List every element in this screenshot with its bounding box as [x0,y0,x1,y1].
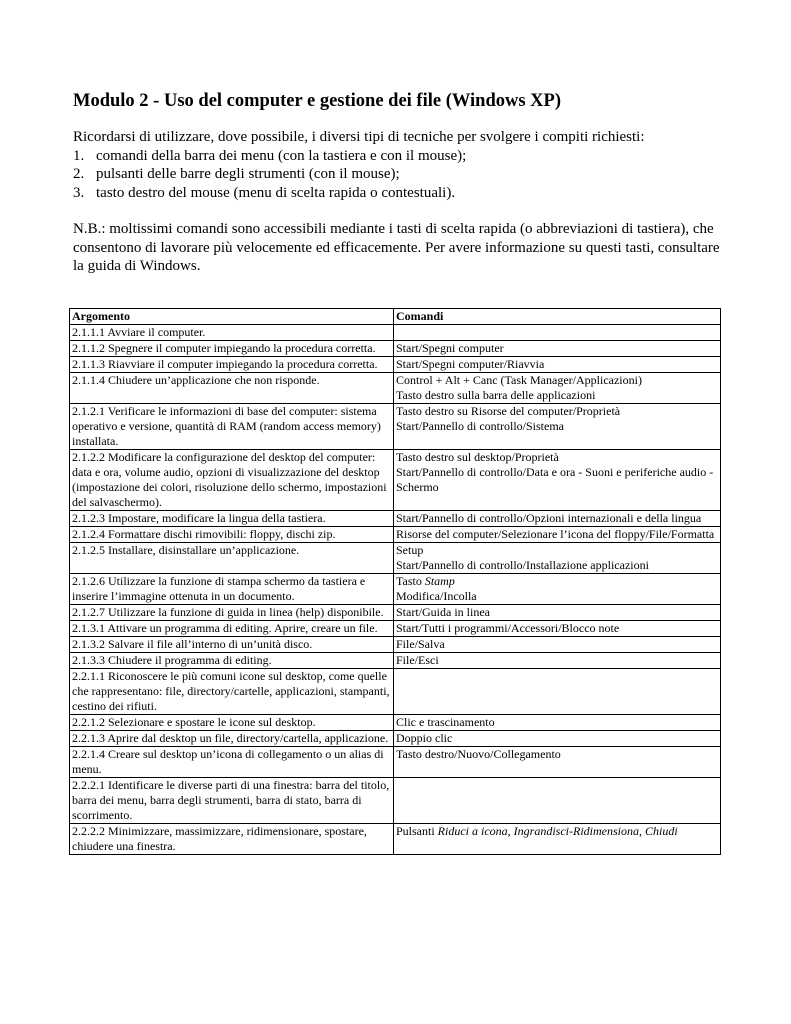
topic-cell: 2.1.3.2 Salvare il file all’interno di un’unità disco. [70,637,394,653]
command-line: Start/Pannello di controllo/Sistema [396,419,564,433]
table-row [70,450,721,511]
table-row [70,404,721,450]
command-line: Tasto destro su Risorse del computer/Proprietà [396,404,621,418]
topic-cell: 2.1.2.5 Installare, disinstallare un’applicazione. [70,543,394,574]
command-line: Start/Spegni computer [396,341,504,355]
commands-cell [394,731,721,747]
command-line: Control + Alt + Canc (Task Manager/Applicazioni) [396,373,642,387]
command-line: File/Salva [396,637,445,651]
table-row [70,747,721,778]
table-row [70,778,721,824]
commands-cell [394,341,721,357]
topic-cell: 2.1.2.1 Verificare le informazioni di base del computer: sistema operativo e versione, quantità di RAM (random access memory) installata. [70,404,394,450]
list-item [73,184,723,203]
commands-cell [394,325,721,341]
commands-cell [394,450,721,511]
topic-cell: 2.1.2.4 Formattare dischi rimovibili: floppy, dischi zip. [70,527,394,543]
command-line: Start/Pannello di controllo/Installazione applicazioni [396,558,649,572]
header-topic: Argomento [70,309,394,325]
command-line: Tasto destro sul desktop/Proprietà [396,450,559,464]
commands-cell [394,824,721,855]
topic-cell: 2.2.1.4 Creare sul desktop un’icona di collegamento o un alias di menu. [70,747,394,778]
commands-cell [394,778,721,824]
command-line: Start/Pannello di controllo/Data e ora - Suoni e periferiche audio - Schermo [396,465,714,494]
table-row [70,574,721,605]
table-header-row [70,309,721,325]
topic-cell: 2.1.2.3 Impostare, modificare la lingua della tastiera. [70,511,394,527]
command-line: Start/Tutti i programmi/Accessori/Blocco note [396,621,620,635]
table-row [70,621,721,637]
command-line: Tasto destro sulla barra delle applicazioni [396,388,596,402]
header-commands: Comandi [394,309,721,325]
table-row [70,527,721,543]
table-row [70,669,721,715]
table-row [70,824,721,855]
commands-cell [394,357,721,373]
command-line: Risorse del computer/Selezionare l’icona del floppy/File/Formatta [396,527,715,541]
commands-cell [394,543,721,574]
command-line: Start/Spegni computer/Riavvia [396,357,545,371]
table-row [70,543,721,574]
table-row [70,637,721,653]
commands-cell [394,621,721,637]
table-body [70,325,721,855]
topic-cell: 2.2.1.3 Aprire dal desktop un file, directory/cartella, applicazione. [70,731,394,747]
table-row [70,325,721,341]
table-row [70,511,721,527]
table-row [70,341,721,357]
topic-cell: 2.2.1.2 Selezionare e spostare le icone sul desktop. [70,715,394,731]
commands-cell [394,637,721,653]
command-line: Tasto Stamp [396,574,455,588]
commands-cell [394,715,721,731]
list-item-text: comandi della barra dei menu (con la tastiera e con il mouse); [96,147,467,164]
command-line: Clic e trascinamento [396,715,495,729]
commands-cell [394,669,721,715]
table-row [70,605,721,621]
topic-cell: 2.2.2.1 Identificare le diverse parti di una finestra: barra del titolo, barra dei menu, barra degli strumenti, barra di stato, barra di scorrimento. [70,778,394,824]
command-line: File/Esci [396,653,439,667]
list-item-text: pulsanti delle barre degli strumenti (con il mouse); [96,166,400,182]
topic-cell: 2.1.2.2 Modificare la configurazione del desktop del computer: data e ora, volume audio, opzioni di visualizzazione del desktop (impostazione dei colori, risoluzione dello schermo, impostazioni del salvaschermo). [70,450,394,511]
topic-cell: 2.1.1.3 Riavviare il computer impiegando la procedura corretta. [70,357,394,373]
list-item-number: 3. [73,184,85,201]
topic-cell: 2.2.1.1 Riconoscere le più comuni icone sul desktop, come quelle che rappresentano: file, directory/cartelle, applicazioni, stampanti, cestino dei rifiuti. [70,669,394,715]
list-item-text: tasto destro del mouse (menu di scelta rapida o contestuali). [96,184,456,201]
list-item [73,165,723,184]
list-item-number: 1. [73,147,85,164]
commands-cell [394,404,721,450]
table-row [70,357,721,373]
command-line: Doppio clic [396,731,453,745]
intro-paragraph: Ricordarsi di utilizzare, dove possibile, i diversi tipi di tecniche per svolgere i compiti richiesti: [73,129,645,145]
document-page [73,90,723,276]
commands-cell [394,511,721,527]
command-line: Modifica/Incolla [396,589,477,603]
command-line: Start/Pannello di controllo/Opzioni internazionali e della lingua [396,511,702,525]
topic-cell: 2.1.1.4 Chiudere un’applicazione che non risponde. [70,373,394,404]
note-paragraph: N.B.: moltissimi comandi sono accessibili mediante i tasti di scelta rapida (o abbreviazioni di tastiera), che consentono di lavorare più velocemente ed efficacemente. Per avere informazione su questi tasti, consultare la guida di Windows. [73,221,720,274]
topic-cell: 2.1.3.1 Attivare un programma di editing. Aprire, creare un file. [70,621,394,637]
commands-cell [394,373,721,404]
table-row [70,731,721,747]
commands-cell [394,747,721,778]
topic-cell: 2.1.1.1 Avviare il computer. [70,325,394,341]
topic-cell: 2.1.3.3 Chiudere il programma di editing. [70,653,394,669]
document-title: Modulo 2 - Uso del computer e gestione dei file (Windows XP) [73,91,562,111]
commands-cell [394,574,721,605]
command-line: Pulsanti Riduci a icona, Ingrandisci-Ridimensiona, Chiudi [396,824,678,838]
techniques-list [73,147,723,203]
table-row [70,715,721,731]
topic-cell: 2.2.2.2 Minimizzare, massimizzare, ridimensionare, spostare, chiudere una finestra. [70,824,394,855]
topic-cell: 2.1.2.6 Utilizzare la funzione di stampa schermo da tastiera e inserire l’immagine ottenuta in un documento. [70,574,394,605]
commands-cell [394,653,721,669]
command-line: Setup [396,543,424,557]
list-item [73,147,723,166]
list-item-number: 2. [73,166,85,182]
commands-cell [394,605,721,621]
topic-cell: 2.1.2.7 Utilizzare la funzione di guida in linea (help) disponibile. [70,605,394,621]
commands-cell [394,527,721,543]
command-line: Tasto destro/Nuovo/Collegamento [396,747,561,761]
topic-cell: 2.1.1.2 Spegnere il computer impiegando la procedura corretta. [70,341,394,357]
command-line: Start/Guida in linea [396,605,490,619]
table-row [70,653,721,669]
table-row [70,373,721,404]
commands-table [69,308,721,855]
